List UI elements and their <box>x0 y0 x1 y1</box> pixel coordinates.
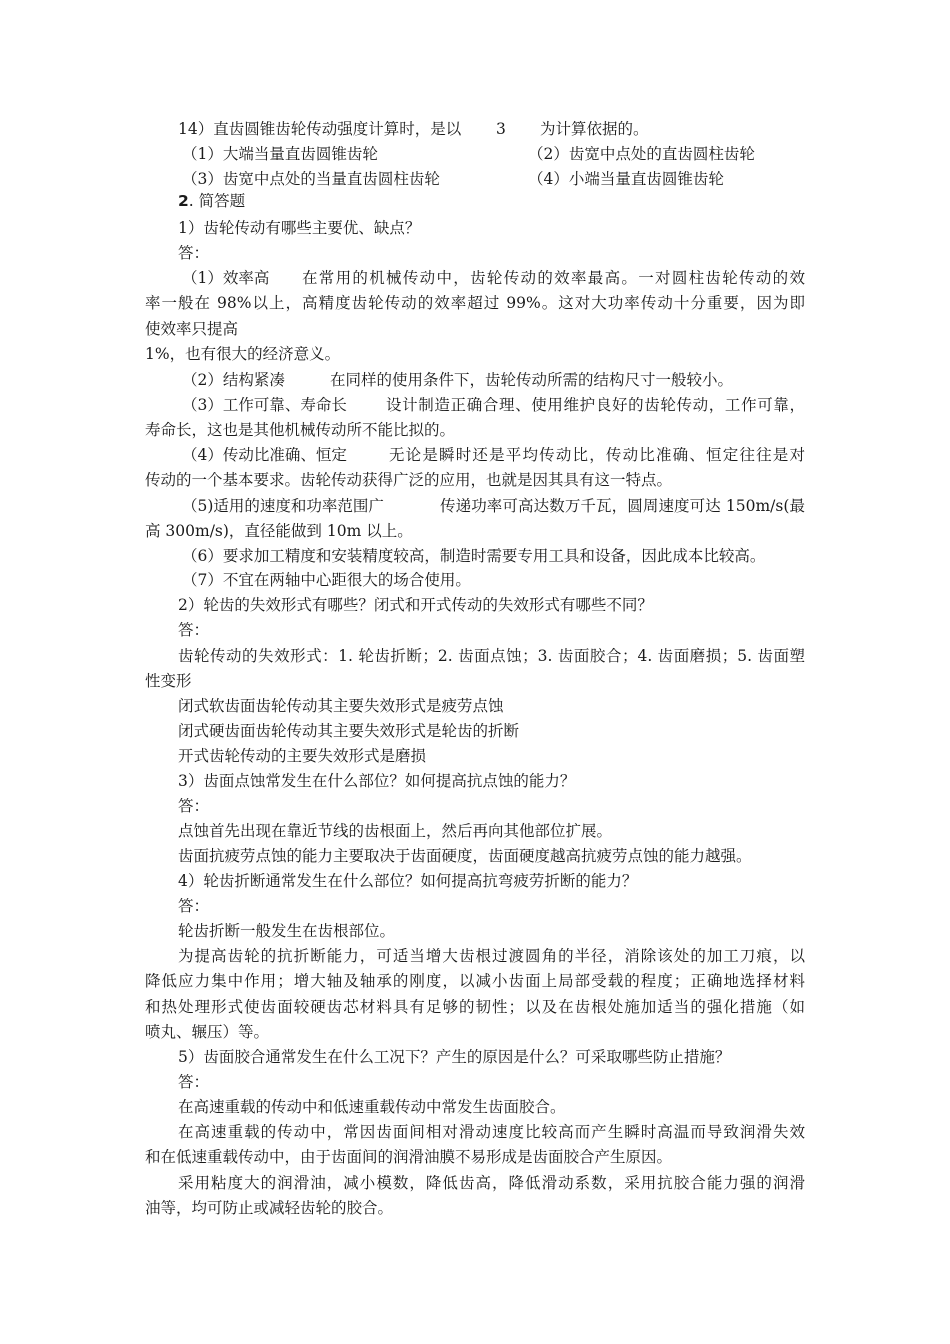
a1-p5-line1: 传递功率可高达数万千瓦，圆周速度可达 150m/s(最 <box>440 497 805 515</box>
a1-p1-line1: 在常用的机械传动中，齿轮传动的效率最高。一对圆柱齿轮传动的效 <box>302 269 805 287</box>
a3-line2: 齿面抗疲劳点蚀的能力主要取决于齿面硬度，齿面硬度越高抗疲劳点蚀的能力越强。 <box>178 847 752 865</box>
section-heading <box>178 190 245 212</box>
a1-p1-line4: 1%，也有很大的经济意义。 <box>145 345 341 363</box>
a5-line5: 油等，均可防止或减轻齿轮的胶合。 <box>145 1199 394 1217</box>
q14-option-2: （2）齿宽中点处的直齿圆柱齿轮 <box>528 145 755 163</box>
a5-line2: 在高速重载的传动中，常因齿面间相对滑动速度比较高而产生瞬时高温而导致润滑失效 <box>178 1123 805 1141</box>
section-number: 2 <box>178 192 189 210</box>
a5-line4: 采用粘度大的润滑油，减小模数，降低齿高，降低滑动系数，采用抗胶合能力强的润滑 <box>178 1174 805 1192</box>
a1-p1-line3: 使效率只提高 <box>145 320 239 338</box>
a1-p4-line1: 无论是瞬时还是平均传动比，传动比准确、恒定往往是对 <box>389 446 805 464</box>
a1-p3-line1: 设计制造正确合理、使用维护良好的齿轮传动，工作可靠， <box>386 396 805 414</box>
a4-line3: 降低应力集中作用；增大轴及轴承的刚度，以减小齿面上局部受载的程度；正确地选择材料 <box>145 972 805 990</box>
a2-line5: 开式齿轮传动的主要失效形式是磨损 <box>178 747 427 765</box>
a1-p1-head: （1）效率高 <box>182 269 270 287</box>
a1-p5-head: （5)适用的速度和功率范围广 <box>182 497 384 515</box>
a4-line4: 和热处理形式使齿面较硬齿芯材料具有足够的韧性；以及在齿根处施加适当的强化措施（如 <box>145 998 805 1016</box>
a5-line1: 在高速重载的传动中和低速重载传动中常发生齿面胶合。 <box>178 1098 566 1116</box>
a1-p7: （7）不宜在两轴中心距很大的场合使用。 <box>182 571 471 589</box>
answer-2-label: 答： <box>178 621 210 639</box>
a1-p4-head: （4）传动比准确、恒定 <box>182 446 347 464</box>
q14-option-3: （3）齿宽中点处的当量直齿圆柱齿轮 <box>182 170 440 188</box>
a4-line5: 喷丸、辗压）等。 <box>145 1023 270 1041</box>
a2-line3: 闭式软齿面齿轮传动其主要失效形式是疲劳点蚀 <box>178 697 504 715</box>
a2-line2: 性变形 <box>145 672 192 690</box>
q14-option-4: （4）小端当量直齿圆锥齿轮 <box>528 170 724 188</box>
a1-p3-head: （3）工作可靠、寿命长 <box>182 396 347 414</box>
a1-p6: （6）要求加工精度和安装精度较高，制造时需要专用工具和设备，因此成本比较高。 <box>182 547 766 565</box>
question-1: 1）齿轮传动有哪些主要优、缺点？ <box>178 219 421 237</box>
a3-line1: 点蚀首先出现在靠近节线的齿根面上，然后再向其他部位扩展。 <box>178 822 613 840</box>
a1-p2-head: （2）结构紧凑 <box>182 371 285 389</box>
a1-p3-line2: 寿命长，这也是其他机械传动所不能比拟的。 <box>145 421 456 439</box>
q14-stem-a: 14）直齿圆锥齿轮传动强度计算时，是以 <box>178 120 462 138</box>
a1-p5-line2: 高 300m/s)，直径能做到 10m 以上。 <box>145 522 413 540</box>
section-title: . 简答题 <box>188 192 246 210</box>
answer-1-label: 答： <box>178 244 210 262</box>
a4-line2: 为提高齿轮的抗折断能力，可适当增大齿根过渡圆角的半径，消除该处的加工刀痕，以 <box>178 947 805 965</box>
a5-line3: 和在低速重载传动中，由于齿面间的润滑油膜不易形成是齿面胶合产生原因。 <box>145 1148 673 1166</box>
a4-line1: 轮齿折断一般发生在齿根部位。 <box>178 922 396 940</box>
a1-p4-line2: 传动的一个基本要求。齿轮传动获得广泛的应用，也就是因其具有这一特点。 <box>145 471 673 489</box>
answer-5-label: 答： <box>178 1073 210 1091</box>
answer-3-label: 答： <box>178 797 210 815</box>
q14-stem-b: 为计算依据的。 <box>540 120 649 138</box>
a2-line1: 齿轮传动的失效形式：1. 轮齿折断；2. 齿面点蚀；3. 齿面胶合；4. 齿面磨损；5. 齿面塑 <box>178 647 805 665</box>
answer-4-label: 答： <box>178 897 210 915</box>
q14-option-1: （1）大端当量直齿圆锥齿轮 <box>182 145 378 163</box>
question-2: 2）轮齿的失效形式有哪些？闭式和开式传动的失效形式有哪些不同？ <box>178 596 653 614</box>
question-4: 4）轮齿折断通常发生在什么部位？如何提高抗弯疲劳折断的能力？ <box>178 872 638 890</box>
question-5: 5）齿面胶合通常发生在什么工况下？产生的原因是什么？可采取哪些防止措施？ <box>178 1048 731 1066</box>
a1-p2-line1: 在同样的使用条件下，齿轮传动所需的结构尺寸一般较小。 <box>330 371 734 389</box>
a1-p1-line2: 率一般在 98%以上，高精度齿轮传动的效率超过 99%。这对大功率传动十分重要，因为即 <box>145 294 805 312</box>
a2-line4: 闭式硬齿面齿轮传动其主要失效形式是轮齿的折断 <box>178 722 520 740</box>
question-3: 3）齿面点蚀常发生在什么部位？如何提高抗点蚀的能力？ <box>178 772 576 790</box>
q14-answer: 3 <box>496 120 506 138</box>
